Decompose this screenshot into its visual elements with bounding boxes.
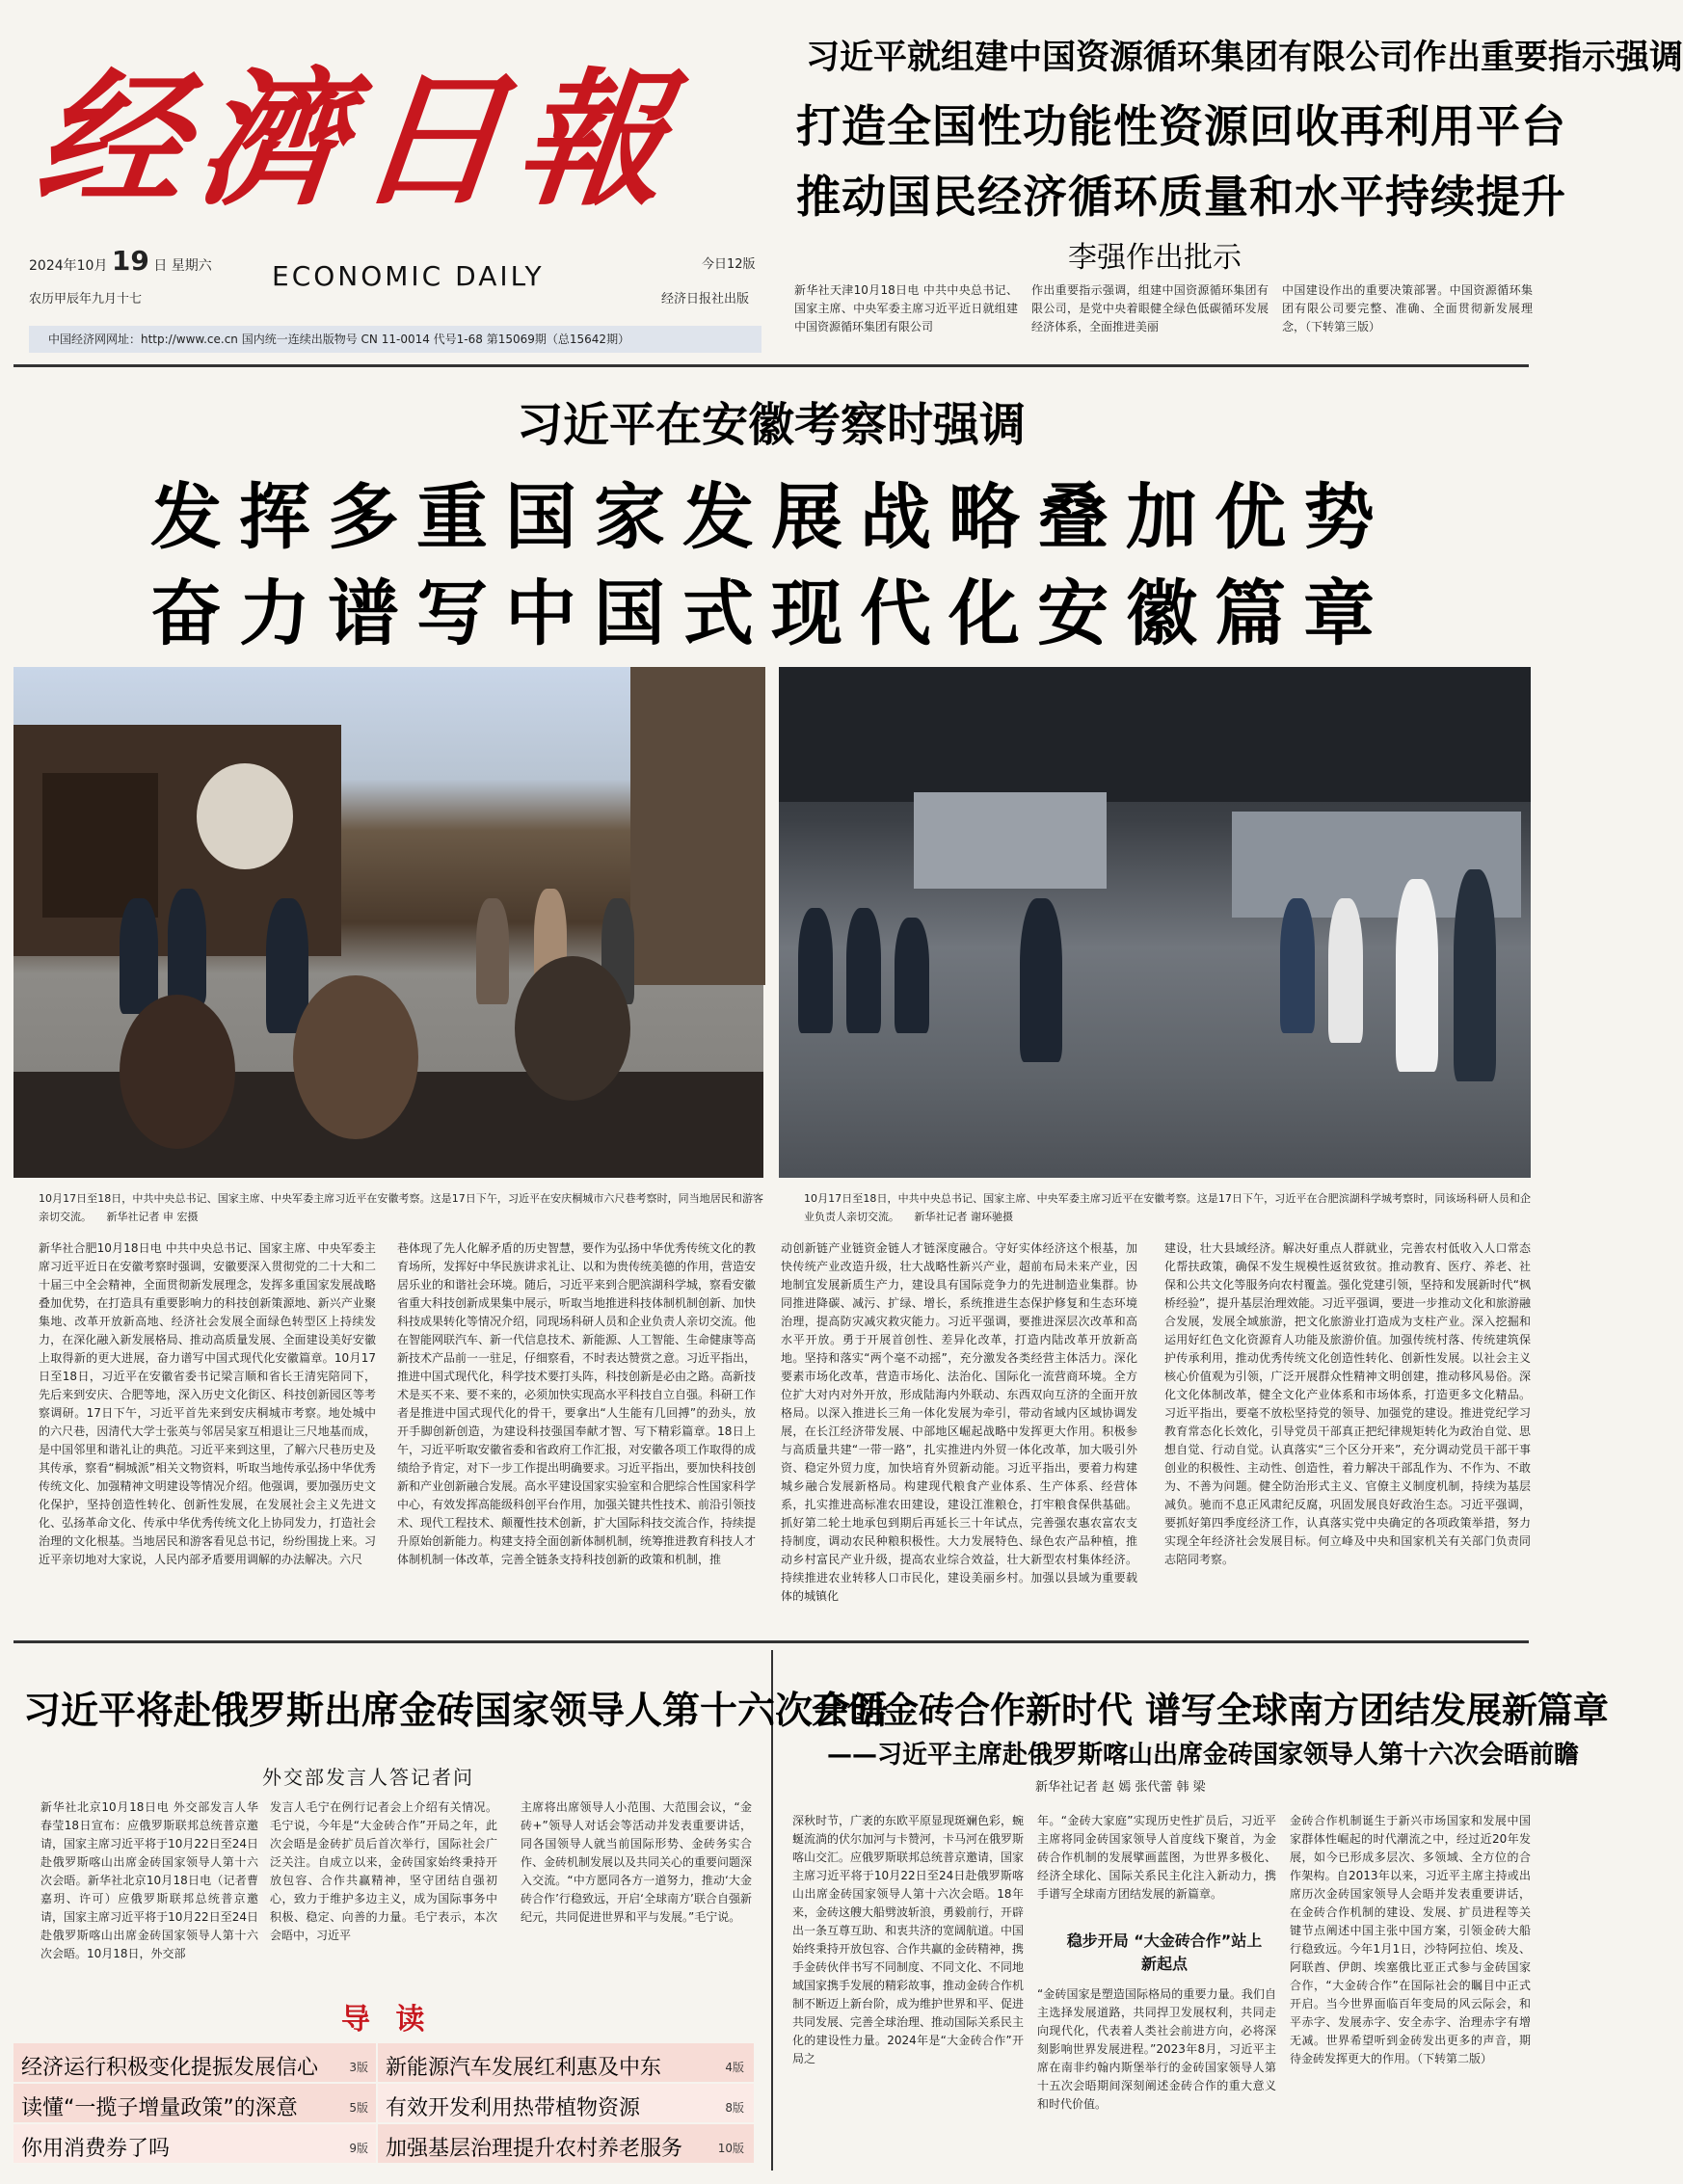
top-story-kicker: 习近平就组建中国资源循环集团有限公司作出重要指示强调 (806, 39, 1683, 77)
brics-right-headline: 开创金砖合作新时代 谱写全球南方团结发展新篇章 (812, 1690, 1609, 1731)
lead-headline-2: 奋力谱写中国式现代化安徽篇章 (150, 573, 1392, 655)
top-story-col-1: 新华社天津10月18日电 中共中央总书记、国家主席、中央军委主席习近平近日就组建中国资源循环集团有限公司 (794, 283, 1018, 333)
guide-item-4[interactable]: 有效开发利用热带植物资源 8版 (386, 2096, 744, 2120)
brics-right-byline: 新华社记者 赵 嫣 张代蕾 韩 梁 (1035, 1780, 1206, 1795)
publisher: 经济日报社出版 (661, 292, 750, 306)
guide-item-2[interactable]: 新能源汽车发展红利惠及中东 4版 (386, 2056, 744, 2080)
top-story-headline-2: 推动国民经济循环质量和水平持续提升 (796, 171, 1566, 223)
brics-left-subhead: 外交部发言人答记者问 (262, 1766, 474, 1789)
brics-left-col-2: 发言人毛宁在例行记者会上介绍有关情况。毛宁说，今年是“大金砖合作”开局之年，此次会晤是金砖扩员后首次举行，国际社会广泛关注。自成立以来，金砖国家始终秉持开放包容、合作共赢精神，坚守团结自强初心，致力于维护多边主义，成为国际事务中积极、稳定、向善的力量。毛宁表示，本次会晤中，习近平 (270, 1800, 497, 1942)
brics-left-col-1: 新华社北京10月18日电 外交部发言人华春莹18日宣布：应俄罗斯联邦总统普京邀请，国家主席习近平将于10月22日至24日赴俄罗斯喀山出席金砖国家领导人第十六次会晤。新华社北京10月18日电（记者曹嘉玥、许可）应俄罗斯联邦总统普京邀请，国家主席习近平将于10月22日至24日赴俄罗斯喀山出席金砖国家领导人第十六次会晤。10月18日，外交部 (40, 1800, 258, 1960)
lead-body-col-3: 动创新链产业链资金链人才链深度融合。守好实体经济这个根基，加快传统产业改造升级，壮大战略性新兴产业，超前布局未来产业，因地制宜发展新质生产力，建设具有国际竞争力的先进制造业集群。协同推进降碳、减污、扩绿、增长，系统推进生态保护修复和生态环境治理，提高防灾减灾救灾能力。习近平强调，要推进深层次改革和高水平开放。勇于开展首创性、差异化改革，打造内陆改革开放新高地。坚持和落实“两个毫不动摇”，充分激发各类经营主体活力。深化要素市场化改革，营造市场化、法治化、国际化一流营商环境。全方位扩大对内对外开放，形成陆海内外联动、东西双向互济的全面开放格局。以深入推进长三角一体化发展为牵引，带动省域内区域协调发展，在长江经济带发展、中部地区崛起战略中发挥更大作用。积极参与高质量共建“一带一路”，扎实推进内外贸一体化改革，加大吸引外资、稳定外贸力度，加快培育外贸新动能。习近平指出，要着力构建城乡融合发展新格局。构建现代粮食产业体系、生产体系、经营体系，扎实推进高标准农田建设，建设江淮粮仓，打牢粮食保供基础。抓好第二轮土地承包到期后再延长三十年试点，完善强农惠农富农支持制度，调动农民种粮积极性。大力发展特色、绿色农产品种植，推动乡村富民产业升级，提高农业综合效益，壮大新型农村集体经济。持续推进农业转移人口市民化，建设美丽乡村。加强以县域为重要载体的城镇化 (781, 1241, 1137, 1603)
brics-left-headline: 习近平将赴俄罗斯出席金砖国家领导人第十六次会晤 (23, 1690, 889, 1733)
brics-right-subhead: ——习近平主席赴俄罗斯喀山出席金砖国家领导人第十六次会晤前瞻 (827, 1741, 1580, 1770)
top-story-headline-1: 打造全国性功能性资源回收再利用平台 (796, 100, 1566, 152)
masthead-logo: 经濟日報 (29, 53, 688, 226)
guide-item-6[interactable]: 加强基层治理提升农村养老服务 10版 (386, 2137, 744, 2161)
top-story-col-2: 作出重要指示强调，组建中国资源循环集团有限公司，是党中央着眼健全绿色低碳循环发展经济体系，全面推进美丽 (1031, 283, 1269, 333)
info-line: 中国经济网网址：http://www.ce.cn 国内统一连续出版物号 CN 11-0014 代号1-68 第15069期（总15642期） (48, 333, 630, 346)
guide-item-5[interactable]: 你用消费券了吗 9版 (21, 2137, 368, 2161)
photo-binhu-science-city (779, 667, 1531, 1178)
divider-middle (13, 1640, 1529, 1643)
top-story-subhead: 李强作出批示 (1068, 241, 1242, 275)
divider-top (13, 364, 1529, 367)
top-story-col-3: 中国建设作出的重要决策部署。中国资源循环集团有限公司要完整、准确、全面贯彻新发展理念，（下转第三版） (1282, 283, 1533, 333)
brics-right-col-2: 年。“金砖大家庭”实现历史性扩员后，习近平主席将同金砖国家领导人首度线下聚首，为金砖合作机制的发展擘画蓝图，为世界多极化、经济全球化、国际关系民主化注入新动力，携手谱写全球南方团结发展的新篇章。 (1037, 1814, 1276, 1901)
guide-item-1[interactable]: 经济运行积极变化提振发展信心 3版 (21, 2056, 368, 2080)
photo-credit-2: 新华社记者 谢环驰摄 (914, 1211, 1013, 1223)
issue-date: 2024年10月 19 日 星期六 (29, 245, 212, 277)
lead-body-col-1: 新华社合肥10月18日电 中共中央总书记、国家主席、中央军委主席习近平近日在安徽考察时强调，安徽要深入贯彻党的二十大和二十届三中全会精神，全面贯彻新发展理念，发挥多重国家发展战略叠加优势，在打造具有重要影响力的科技创新策源地、新兴产业聚集地、改革开放新高地、经济社会发展全面绿色转型区上持续发力，在深化融入新发展格局、推动高质量发展、全面建设美好安徽上取得新的更大进展，奋力谱写中国式现代化安徽篇章。10月17日至18日，习近平在安徽省委书记梁言顺和省长王清宪陪同下，先后来到安庆、合肥等地，深入历史文化街区、科技创新园区等考察调研。17日下午，习近平首先来到安庆桐城市考察。地处城中的六尺巷，因清代大学士张英与邻居吴家互相退让三尺地基而成，是中国邻里和谐礼让的典范。习近平来到这里，了解六尺巷历史及其传承，察看“桐城派”相关文物资料，听取当地传承弘扬中华优秀传统文化、加强精神文明建设等情况介绍。他强调，要加强历史文化保护，坚持创造性转化、创新性发展，在发展社会主义先进文化、弘扬革命文化、传承中华优秀传统文化上协同发力，打造社会治理的文化根基。当地居民和游客看见总书记，纷纷围拢上来。习近平亲切地对大家说，人民内部矛盾要用调解的办法解决。六尺 (39, 1241, 376, 1566)
brics-left-col-3: 主席将出席领导人小范围、大范围会议，“金砖+”领导人对话会等活动并发表重要讲话，同各国领导人就当前国际形势、金砖务实合作、金砖机制发展以及共同关心的重要问题深入交流。“中方愿同各方一道努力，推动‘大金砖合作’行稳致远，开启‘全球南方’联合自强新纪元，共同促进世界和平与发展。”毛宁说。 (521, 1800, 753, 1924)
lunar-date: 农历甲辰年九月十七 (29, 292, 143, 306)
masthead-english: ECONOMIC DAILY (272, 260, 545, 292)
lead-kicker: 习近平在安徽考察时强调 (516, 398, 1026, 452)
lead-body-col-4: 建设，壮大县域经济。解决好重点人群就业，完善农村低收入人口常态化帮扶政策，确保不发生规模性返贫致贫。推动教育、医疗、养老、社保和公共文化等服务向农村覆盖。强化党建引领，坚持和发展新时代“枫桥经验”，提升基层治理效能。习近平强调，要进一步推动文化和旅游融合发展，发展全域旅游，把文化旅游业打造成为支柱产业。深入挖掘和运用好红色文化资源育人功能及旅游价值。加强传统村落、传统建筑保护传承利用，推动优秀传统文化创造性转化、创新性发展。以社会主义核心价值观为引领，广泛开展群众性精神文明创建，推动移风易俗。深化文化体制改革，健全文化产业体系和市场体系，打造更多文化精品。习近平指出，要毫不放松坚持党的领导、加强党的建设。推进党纪学习教育常态化长效化，引导党员干部真正把纪律规矩转化为政治自觉、思想自觉、行动自觉。认真落实“三个区分开来”，充分调动党员干部干事创业的积极性、主动性、创造性，着力解决干部乱作为、不作为、不敢为、不善为问题。健全防治形式主义、官僚主义制度机制，持续为基层减负。驰而不息正风肃纪反腐，巩固发展良好政治生态。习近平强调，要抓好第四季度经济工作，认真落实党中央确定的各项政策举措，努力实现全年经济社会发展目标。何立峰及中央和国家机关有关部门负责同志陪同考察。 (1164, 1241, 1531, 1566)
photo-caption-1: 10月17日至18日，中共中央总书记、国家主席、中央军委主席习近平在安徽考察。这是17日下午，习近平在安庆桐城市六尺巷考察时，同当地居民和游客亲切交流。 新华社记者 申 宏摄 (39, 1192, 763, 1223)
guide-title: 导 读 (341, 2003, 433, 2037)
lead-body-col-2: 巷体现了先人化解矛盾的历史智慧，要作为弘扬中华优秀传统文化的教育场所，发挥好中华民族讲求礼让、以和为贵传统美德的作用，营造安居乐业的和谐社会环境。随后，习近平来到合肥滨湖科学城，察看安徽省重大科技创新成果集中展示，听取当地推进科技体制机制创新、加快科技成果转化等情况介绍，同现场科研人员和企业负责人亲切交流。他在智能网联汽车、新一代信息技术、新能源、人工智能、生命健康等高新技术产品前一一驻足，仔细察看，不时表达赞赏之意。习近平指出，推进中国式现代化，科学技术要打头阵，科技创新是必由之路。高新技术是买不来、要不来的，必须加快实现高水平科技自立自强。科研工作者是推进中国式现代化的骨干，要拿出“人生能有几回搏”的劲头，放开手脚创新创造，为建设科技强国奉献才智、写下精彩篇章。18日上午，习近平听取安徽省委和省政府工作汇报，对安徽各项工作取得的成绩给予肯定，对下一步工作提出明确要求。习近平指出，要加快科技创新和产业创新融合发展。高水平建设国家实验室和合肥综合性国家科学中心，有效发挥高能级科创平台作用，加强关键共性技术、前沿引领技术、现代工程技术、颠覆性技术创新，扩大国际科技交流合作，持续提升原始创新能力。构建支持全面创新体制机制，统筹推进教育科技人才体制机制一体改革，完善全链条支持科技创新的政策和机制，推 (397, 1241, 757, 1566)
page-count: 今日12版 (702, 257, 756, 272)
brics-right-col-3: 金砖合作机制诞生于新兴市场国家和发展中国家群体性崛起的时代潮流之中，经过近20年发展，如今已形成多层次、多领域、全方位的合作架构。自2013年以来，习近平主席主持或出席历次金砖国家领导人会晤并发表重要讲话，在金砖合作机制的建设、发展、扩员进程等关键节点阐述中国主张中国方案，引领金砖大船行稳致远。今年1月1日，沙特阿拉伯、埃及、阿联酋、伊朗、埃塞俄比亚正式参与金砖国家合作，“大金砖合作”在国际社会的瞩目中正式开启。当今世界面临百年变局的风云际会，和平赤字、发展赤字、安全赤字、治理赤字有增无减。世界希望听到金砖发出更多的声音，期待金砖发挥更大的作用。（下转第二版） (1290, 1814, 1531, 2065)
photo-credit-1: 新华社记者 申 宏摄 (106, 1211, 199, 1223)
brics-right-col-2b: “金砖国家是塑造国际格局的重要力量。我们自主选择发展道路，共同捍卫发展权利，共同走向现代化，代表着人类社会前进方向，必将深刻影响世界发展进程。”2023年8月，习近平主席在南非约翰内斯堡举行的金砖国家领导人第十五次会晤期间深刻阐述金砖合作的重大意义和时代价值。 (1037, 1987, 1276, 2111)
guide-item-3[interactable]: 读懂“一揽子增量政策”的深意 5版 (21, 2096, 368, 2120)
photo-caption-2: 10月17日至18日，中共中央总书记、国家主席、中央军委主席习近平在安徽考察。这是17日下午，习近平在合肥滨湖科学城考察时，同该场科研人员和企业负责人亲切交流。 新华社记者 谢环驰摄 (804, 1192, 1531, 1223)
brics-right-sub-kicker: 稳步开局 “大金砖合作”站上新起点 (1066, 1931, 1263, 1973)
lead-headline-1: 发挥多重国家发展战略叠加优势 (150, 476, 1392, 559)
brics-right-col-1: 深秋时节，广袤的东欧平原显现斑斓色彩，蜿蜒流淌的伏尔加河与卡赞河，卡马河在俄罗斯喀山交汇。应俄罗斯联邦总统普京邀请，国家主席习近平将于10月22日至24日赴俄罗斯喀山出席金砖国家领导人第十六次会晤。18年来，金砖这艘大船劈波斩浪，勇毅前行，开辟出一条互尊互助、和衷共济的宽阔航道。中国始终秉持开放包容、合作共赢的金砖精神，携手金砖伙伴书写不同制度、不同文化、不同地域国家携手发展的精彩故事，推动金砖合作机制不断迈上新台阶，成为维护世界和平、促进共同发展、完善全球治理、推动国际关系民主化的建设性力量。2024年是“大金砖合作”开局之 (792, 1814, 1025, 2065)
photo-liuchi-lane (13, 667, 763, 1178)
